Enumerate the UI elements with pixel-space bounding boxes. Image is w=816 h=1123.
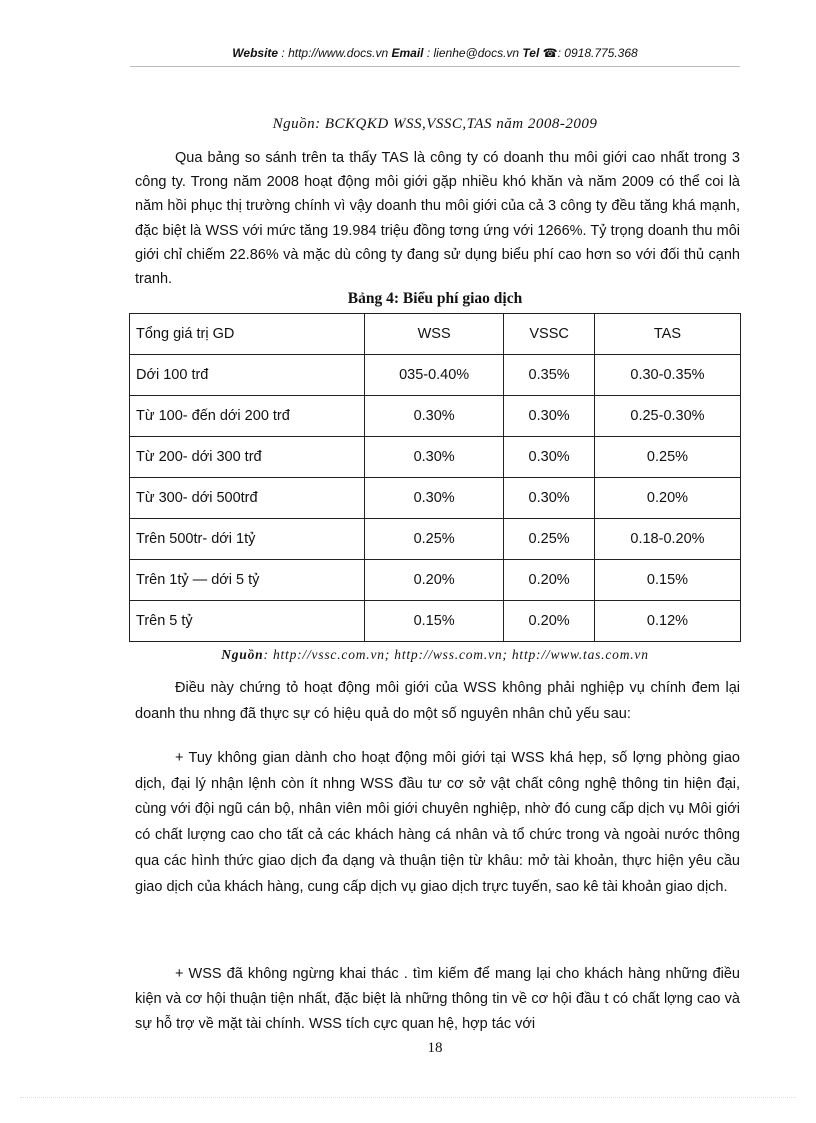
table-cell: Từ 300- dới 500trđ xyxy=(130,478,365,519)
table-cell: Từ 100- đến dới 200 trđ xyxy=(130,396,365,437)
table-cell: 0.20% xyxy=(365,560,504,601)
table-cell: 0.18-0.20% xyxy=(594,519,740,560)
table-row xyxy=(130,396,741,437)
table-cell: 0.30% xyxy=(365,437,504,478)
table-cell: Dới 100 trđ xyxy=(130,355,365,396)
table-cell: 0.35% xyxy=(504,355,595,396)
header-cell: TAS xyxy=(594,314,740,355)
table-cell: 0.25-0.30% xyxy=(594,396,740,437)
table-cell: 0.20% xyxy=(504,560,595,601)
email-label: Email xyxy=(391,46,424,60)
table-row xyxy=(130,478,741,519)
header-divider xyxy=(130,66,740,67)
fee-schedule-table xyxy=(129,313,741,642)
table-cell: 0.15% xyxy=(365,601,504,642)
paragraph-conclusion: Điều này chứng tỏ hoạt động môi giới của WSS không phải nghiệp vụ chính đem lại doanh thu nhng đã thực sự có hiệu quả do một số nguyên nhân chủ yếu sau: xyxy=(135,680,740,722)
email-value[interactable]: : lienhe@docs.vn xyxy=(426,46,520,60)
table-cell: Từ 200- dới 300 trđ xyxy=(130,437,365,478)
table-row xyxy=(130,519,741,560)
table-cell: 0.25% xyxy=(504,519,595,560)
table-row xyxy=(130,601,741,642)
footer-divider xyxy=(20,1097,796,1098)
header-cell: WSS xyxy=(365,314,504,355)
tel-value: : 0918.775.368 xyxy=(557,46,638,60)
table-cell: 0.20% xyxy=(594,478,740,519)
table-cell: 0.12% xyxy=(594,601,740,642)
table-cell: 0.30% xyxy=(504,396,595,437)
source-label: Nguồn xyxy=(221,647,264,662)
table-cell: 0.25% xyxy=(594,437,740,478)
table-cell: 035-0.40% xyxy=(365,355,504,396)
table-cell: Trên 1tỷ — dới 5 tỷ xyxy=(130,560,365,601)
table-row xyxy=(130,355,741,396)
page-header xyxy=(130,46,740,60)
paragraph-reason-2: + WSS đã không ngừng khai thác . tìm kiếm để mang lại cho khách hàng những điều kiện và cơ hội thuận tiện nhất, đặc biệt là những thông tin về cơ hội đầu t có chất lợng cao và sự hỗ trợ về mặt tài chính. WSS tích cực quan hệ, hợp tác với xyxy=(135,966,740,1032)
website-value[interactable]: : http://www.docs.vn xyxy=(281,46,389,60)
page-number: 18 xyxy=(427,1040,443,1056)
table-row xyxy=(130,560,741,601)
header-cell: VSSC xyxy=(504,314,595,355)
table-row xyxy=(130,437,741,478)
tel-label: Tel xyxy=(522,46,540,60)
table-cell: Trên 500tr- dới 1tỷ xyxy=(130,519,365,560)
source-citation-top: Nguồn: BCKQKD WSS,VSSC,TAS năm 2008-2009 xyxy=(272,116,598,132)
table-cell: 0.25% xyxy=(365,519,504,560)
table-cell: 0.30% xyxy=(365,478,504,519)
table-cell: Trên 5 tỷ xyxy=(130,601,365,642)
table-cell: 0.30% xyxy=(504,478,595,519)
phone-icon: ☎ xyxy=(542,46,558,60)
paragraph-reason-1: + Tuy không gian dành cho hoạt động môi giới tại WSS khá hẹp, số lợng phòng giao dịch, đại lý nhận lệnh còn ít nhng WSS đầu tư cơ sở vật chất công nghệ thông tin hiện đại, cùng với đội ngũ cán bộ, nhân viên môi giới chuyên nghiệp, nhờ đó cung cấp dịch vụ Môi giới có chất lượng cao cho tất cả các khách hàng cá nhân và tổ chức trong và ngoài nước thông qua các hình thức giao dịch đa dạng và thuận tiện từ khâu: mở tài khoản, thực hiện yêu cầu giao dịch của khách hàng, cung cấp dịch vụ giao dịch trực tuyến, sao kê tài khoản giao dịch. xyxy=(135,750,740,895)
website-label: Website xyxy=(232,46,279,60)
table-title: Bảng 4: Biểu phí giao dịch xyxy=(347,290,523,307)
table-cell: 0.30% xyxy=(365,396,504,437)
table-cell: 0.30-0.35% xyxy=(594,355,740,396)
paragraph-comparison: Qua bảng so sánh trên ta thấy TAS là công ty có doanh thu môi giới cao nhất trong 3 công ty. Trong năm 2008 hoạt động môi giới gặp nhiều khó khăn và năm 2009 có thể coi là năm hồi phục thị trường chính vì vậy doanh thu môi giới của cả 3 công ty đều tăng khá mạnh, đặc biệt là WSS với mức tăng 19.984 triệu đồng tơng ứng với 1266%. Tỷ trọng doanh thu môi giới chỉ chiếm 22.86% và mặc dù công ty đang sử dụng biểu phí cao hơn so với đối thủ cạnh tranh. xyxy=(135,150,740,288)
table-cell: 0.20% xyxy=(504,601,595,642)
header-cell: Tổng giá trị GD xyxy=(130,314,365,355)
table-cell: 0.15% xyxy=(594,560,740,601)
source-links: : http://vssc.com.vn; http://wss.com.vn; http://www.tas.com.vn xyxy=(263,647,649,662)
source-citation-bottom xyxy=(130,647,740,663)
table-header-row xyxy=(130,314,741,355)
table-cell: 0.30% xyxy=(504,437,595,478)
